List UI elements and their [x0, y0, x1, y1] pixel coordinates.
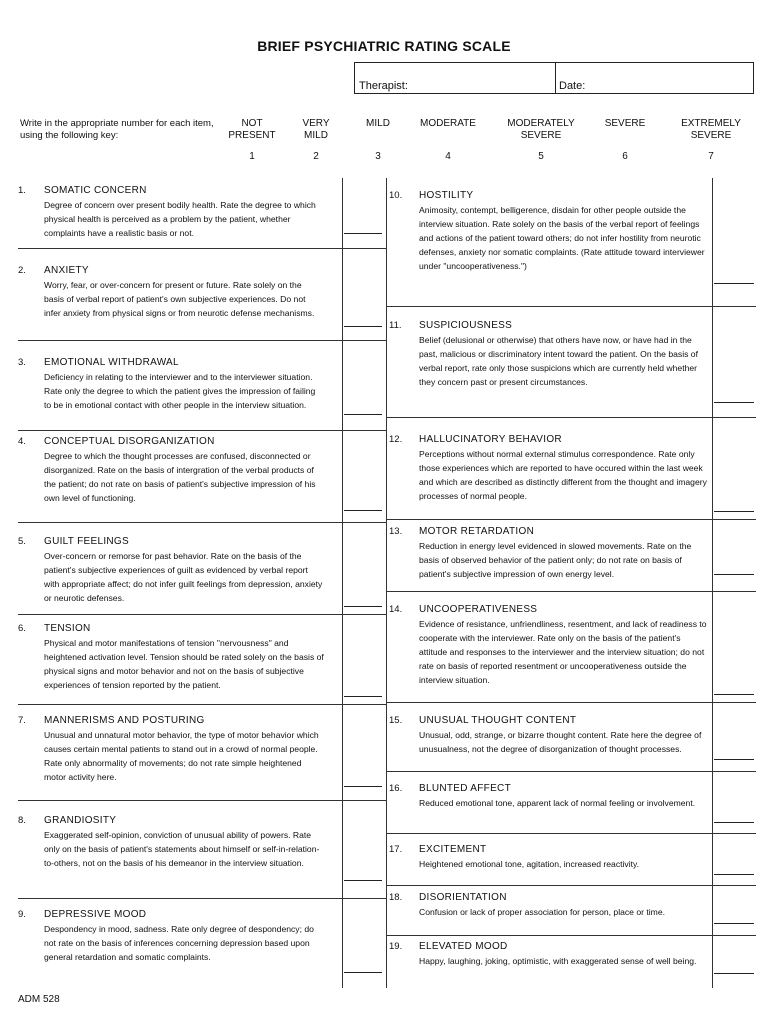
box-divider	[555, 63, 556, 93]
form-number: ADM 528	[18, 994, 60, 1005]
key-number-6: 6	[622, 151, 628, 162]
right-row-separator	[386, 771, 756, 772]
left-row-separator	[18, 898, 386, 899]
item-number: 19.	[389, 941, 403, 952]
item-number: 15.	[389, 715, 403, 726]
item-number: 3.	[18, 357, 26, 368]
item-title: DEPRESSIVE MOOD	[44, 909, 147, 920]
item-title: CONCEPTUAL DISORGANIZATION	[44, 436, 215, 447]
item-description: Worry, fear, or over-concern for present or future. Rate solely on the basis of verbal report of patient's own subjective experiences. Do not infer anxiety from physical signs or from neurotic defense mechanisms.	[44, 280, 315, 318]
right-row-separator	[386, 833, 756, 834]
right-row-separator	[386, 702, 756, 703]
therapist-field[interactable]: Therapist:	[359, 80, 408, 92]
item-title: ELEVATED MOOD	[419, 941, 508, 952]
therapist-date-box	[354, 62, 754, 94]
right-row-separator	[386, 519, 756, 520]
item-title: EXCITEMENT	[419, 844, 487, 855]
key-label-4: MODERATE	[420, 118, 476, 129]
left-row-separator	[18, 704, 386, 705]
item-number: 8.	[18, 815, 26, 826]
center-divider-line	[386, 178, 387, 988]
item-number: 1.	[18, 185, 26, 196]
date-field[interactable]: Date:	[559, 80, 586, 92]
key-number-2: 2	[313, 151, 319, 162]
item-number: 11.	[389, 320, 402, 331]
rating-blank-item-18[interactable]	[714, 923, 754, 924]
item-title: BLUNTED AFFECT	[419, 783, 511, 794]
right-row-separator	[386, 306, 756, 307]
key-number-1: 1	[249, 151, 255, 162]
item-title: MOTOR RETARDATION	[419, 526, 535, 537]
key-label-6: SEVERE	[604, 118, 646, 129]
item-description: Evidence of resistance, unfriendliness, resentment, and lack of readiness to cooperate with the interviewer. Rate only on the basis of the patient's attitude and responses to the interviewer and the interview situation; do not rate on basis of reported resentment or uncooperativeness outside the interview situation.	[419, 619, 707, 685]
item-number: 14.	[389, 604, 403, 615]
item-description: Physical and motor manifestations of tension "nervousness" and heightened activation level. Tension should be rated solely on the basis of physical signs and motor behavior and not on the basis of subjective experiences of tension reported by the patient.	[44, 638, 324, 690]
key-number-4: 4	[445, 151, 451, 162]
key-label-5: MODERATELY SEVERE	[507, 118, 575, 141]
rating-instructions: Write in the appropriate number for each item, using the following key:	[20, 118, 214, 141]
item-number: 6.	[18, 623, 26, 634]
page-title: BRIEF PSYCHIATRIC RATING SCALE	[257, 38, 511, 54]
key-label-7: EXTREMELY SEVERE	[681, 118, 741, 141]
right-row-separator	[386, 591, 756, 592]
key-label-2: VERY MILD	[302, 118, 330, 141]
item-description: Reduced emotional tone, apparent lack of normal feeling or involvement.	[419, 798, 696, 808]
item-number: 16.	[389, 783, 403, 794]
item-title: HOSTILITY	[419, 190, 474, 201]
key-number-3: 3	[375, 151, 381, 162]
key-number-5: 5	[538, 151, 544, 162]
item-description: Unusual and unnatural motor behavior, the type of motor behavior which causes certain mental patients to stand out in a crowd of normal people. Rate only abnormality of movements; do not rate simple heightened motor activity here.	[44, 730, 319, 782]
item-number: 7.	[18, 715, 26, 726]
item-description: Exaggerated self-opinion, conviction of unusual ability of powers. Rate only on the basis of patient's statements about himself or self-in-relation-to-others, not on the basis of his demeanor in the interview situation.	[44, 830, 320, 868]
item-number: 13.	[389, 526, 403, 537]
key-label-3: MILD	[366, 118, 390, 129]
item-title: GRANDIOSITY	[44, 815, 117, 826]
item-title: UNCOOPERATIVENESS	[419, 604, 538, 615]
item-title: EMOTIONAL WITHDRAWAL	[44, 357, 179, 368]
rating-blank-item-9[interactable]	[344, 972, 382, 973]
item-title: GUILT FEELINGS	[44, 536, 129, 547]
item-description: Despondency in mood, sadness. Rate only degree of despondency; do not rate on the basis of inferences concerning depression based upon general retardation and somatic complaints.	[44, 924, 314, 962]
rating-blank-item-13[interactable]	[714, 574, 754, 575]
right-answer-column-line	[712, 178, 713, 988]
rating-blank-item-15[interactable]	[714, 759, 754, 760]
item-description: Happy, laughing, joking, optimistic, with exaggerated sense of well being.	[419, 956, 697, 966]
rating-blank-item-14[interactable]	[714, 694, 754, 695]
key-label-1: NOT PRESENT	[228, 118, 276, 141]
rating-blank-item-7[interactable]	[344, 786, 382, 787]
item-title: HALLUCINATORY BEHAVIOR	[419, 434, 562, 445]
rating-blank-item-1[interactable]	[344, 233, 382, 234]
rating-blank-item-3[interactable]	[344, 414, 382, 415]
left-row-separator	[18, 614, 386, 615]
rating-blank-item-5[interactable]	[344, 606, 382, 607]
rating-blank-item-10[interactable]	[714, 283, 754, 284]
item-number: 2.	[18, 265, 26, 276]
right-row-separator	[386, 885, 756, 886]
left-row-separator	[18, 522, 386, 523]
item-title: SOMATIC CONCERN	[44, 185, 147, 196]
key-number-7: 7	[708, 151, 714, 162]
rating-blank-item-8[interactable]	[344, 880, 382, 881]
item-number: 18.	[389, 892, 403, 903]
left-row-separator	[18, 430, 386, 431]
rating-blank-item-2[interactable]	[344, 326, 382, 327]
rating-blank-item-4[interactable]	[344, 510, 382, 511]
item-title: MANNERISMS AND POSTURING	[44, 715, 205, 726]
item-number: 4.	[18, 436, 26, 447]
item-description: Animosity, contempt, belligerence, disdain for other people outside the interview situation. Rate solely on the basis of the verbal report of feelings and actions of the patient toward others; do not infer hostility from neurotic defenses, anxiety nor somatic complaints. (Rate attitude toward interviewer under "uncooperativeness.")	[419, 205, 705, 271]
item-description: Degree to which the thought processes are confused, disconnected or disorganized. Rate on the basis of intergration of the verbal products of the patient; do not rate on basis of patient's subjective impression of his own level of functioning.	[44, 451, 316, 503]
rating-blank-item-17[interactable]	[714, 874, 754, 875]
item-description: Belief (delusional or otherwise) that others have now, or have had in the past, malicious or discriminatory intent toward the patient. On the basis of verbal report, rate only those suspicions which are currently held whether they concern past or present circumstances.	[419, 335, 698, 387]
item-number: 17.	[389, 844, 403, 855]
left-row-separator	[18, 800, 386, 801]
item-title: SUSPICIOUSNESS	[419, 320, 513, 331]
right-row-separator	[386, 417, 756, 418]
item-title: TENSION	[44, 623, 91, 634]
rating-blank-item-12[interactable]	[714, 511, 754, 512]
rating-blank-item-16[interactable]	[714, 822, 754, 823]
item-description: Reduction in energy level evidenced in slowed movements. Rate on the basis of observed behavior of the patient only; do not rate on basis of patient's subjective impression of own energy level.	[419, 541, 692, 579]
item-number: 5.	[18, 536, 26, 547]
right-row-separator	[386, 935, 756, 936]
item-description: Perceptions without normal external stimulus correspondence. Rate only those experiences which are reported to have occured within the last week and which are described as distinctly different from the thought and imagery processes of normal people.	[419, 449, 707, 501]
item-description: Confusion or lack of proper association for person, place or time.	[419, 907, 666, 917]
left-answer-column-line	[342, 178, 343, 988]
item-description: Over-concern or remorse for past behavior. Rate on the basis of the patient's subjective experiences of guilt as evidenced by verbal report with appropriate affect; do not infer guilt feelings from depression, anxiety or neurotic defenses.	[44, 551, 323, 603]
item-description: Deficiency in relating to the interviewer and to the interviewer situation. Rate only the degree to which the patient gives the impression of failing to be in emotional contact with other people in the interview situation.	[44, 372, 316, 410]
item-title: DISORIENTATION	[419, 892, 507, 903]
item-number: 9.	[18, 909, 26, 920]
item-title: UNUSUAL THOUGHT CONTENT	[419, 715, 577, 726]
item-title: ANXIETY	[44, 265, 89, 276]
item-description: Degree of concern over present bodily health. Rate the degree to which physical health is perceived as a problem by the patient, whether complaints have a realistic basis or not.	[44, 200, 316, 238]
item-number: 10.	[389, 190, 403, 201]
left-row-separator	[18, 340, 386, 341]
item-number: 12.	[389, 434, 403, 445]
left-row-separator	[18, 248, 386, 249]
rating-blank-item-19[interactable]	[714, 973, 754, 974]
rating-blank-item-11[interactable]	[714, 402, 754, 403]
item-description: Heightened emotional tone, agitation, increased reactivity.	[419, 859, 640, 869]
rating-blank-item-6[interactable]	[344, 696, 382, 697]
item-description: Unusual, odd, strange, or bizarre thought content. Rate here the degree of unusualness, not the degree of disorganization of thought processes.	[419, 730, 702, 754]
